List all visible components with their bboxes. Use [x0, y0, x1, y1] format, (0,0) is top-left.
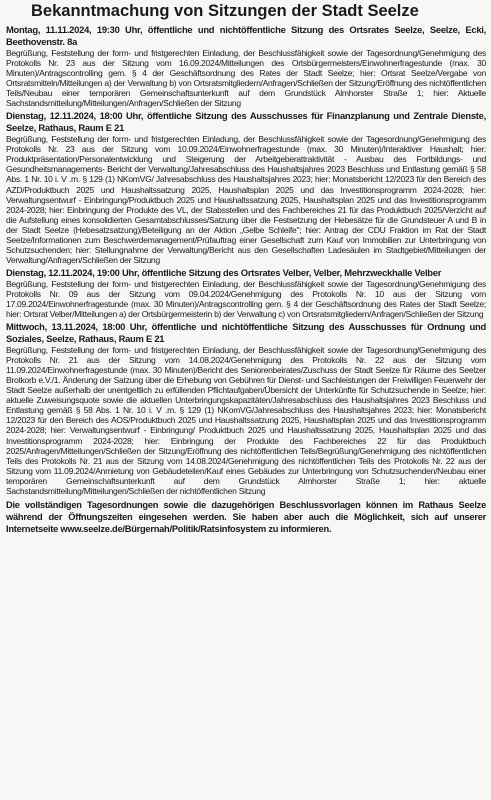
- meeting-entry: [6, 24, 486, 108]
- page-title: Bekanntmachung von Sitzungen der Stadt Seelze: [31, 2, 419, 20]
- meeting-heading: Dienstag, 12.11.2024, 18:00 Uhr, öffentliche Sitzung des Ausschusses für Finanzplanung und Zentrale Dienste, Seelze, Rathaus, Raum E 21: [6, 110, 486, 134]
- footer-note: Die vollständigen Tagesordnungen sowie die dazugehörigen Beschlussvorlagen können im Rathaus Seelze während der Öffnungszeiten eingesehen werden. Sie haben aber auch die Möglichkeit, sich auf unserer Internetseite www.seelze.de/Bürgernah/Politik/Ratsinfosystem zu informieren.: [6, 499, 486, 534]
- meeting-entry: [6, 110, 486, 265]
- meeting-agenda: Begrüßung, Feststellung der form- und fristgerechten Einladung, der Beschlussfähigkeit sowie der Tagesordnung/Genehmigung des Protokolls Nr. 23 aus der Sitzung vom 10.09.2024/Einwohnerfragestunde (max. 30 Minuten)/Interaktiver Haushalt; hier: Produktpräsentation/Personalentwicklung und Steigerung der Arbeitgeberattraktivität - Ausbau des Fortbildungs- und Gesundheitsmanagements- Bericht der Verwaltung/Jahresabschluss des Haushaltsjahres 2023 Beschluss und Entlastung gemäß § 58 Abs. 1 Nr. 10 i. V .m. § 129 (1) NKomVG/ Jahresabschluss des Haushaltsjahres 2023; hier: Monatsbericht 12/2023 für den Bereich des AZD/Produktbuch 2025 und Haushaltssatzung 2025, Haushaltsplan 2025 und das Investitionsprogramm 2024-2028; hier: Verwaltungsentwurf - Einbringung/Produktbuch 2025 und Haushaltssatzung 2025, Haushaltsplan 2025 und das Investitionsprogramm 2024-2028; hier: Einbringung der Produkte des VL, der Stabsstellen und des Fachbereiches 21 für das Produktbuch 2025/Verzicht auf die Aufstellung eines konsolidierten Gesamtabschlusses/Satzung über die Festsetzung der Hebesätze für die Grundsteuer A und B in der Stadt Seelze (Hebesatzsatzung)/Beteiligung an der Aktion „Gelbe Schleife"; hier: Antrag der CDU Fraktion im Rat der Stadt Seelze/Informationen zum Beschwerdemanagement/Prüfauftrag einer Gesellschaft zum Kauf von Immobilien zur Unterbringung von Schutzsuchenden; hier: Stellungnahme der Verwaltung/Bericht aus den Gesellschaften Ladesäulen im Stadtgebiet/Mitteilungen der Verwaltung/Anfragen/Schließen der Sitzung: [6, 134, 486, 265]
- meeting-entry: [6, 321, 486, 496]
- meeting-entry: [6, 267, 486, 319]
- meeting-agenda: Begrüßung, Feststellung der form- und fristgerechten Einladung, der Beschlussfähigkeit sowie der Tagesordnung/Genehmigung des Protokolls Nr. 23 aus der Sitzung vom 16.09.2024/Mitteilungen des Ortsbürgermeisters/Einwohnerfragestunde (max. 30 Minuten)/Antragscontrolling gem. § 4 der Geschäftsordnung des Rates der Stadt Seelze; hier: Ortsrat Seelze/Vergabe von Ortsratsmitteln/Mitteilungen a) der Verwaltung b) von Ortsratsmitgliedern/Anfragen/Schließen der Sitzung/Eröffnung des nichtöffentlichen Teils/Neubau einer temporären Gemeinschaftsunterkunft auf dem Grundstück Almhorster Straße 1; hier: Aktuelle Sachstandsmitteilung/Mitteilungen/Anfragen/Schließen der Sitzung: [6, 48, 486, 109]
- meeting-agenda: Begrüßung, Feststellung der form- und fristgerechten Einladung, der Beschlussfähigkeit sowie der Tagesordnung/Genehmigung des Protokolls Nr. 09 aus der Sitzung vom 09.04.2024/Genehmigung des Protokolls Nr. 10 aus der Sitzung vom 17.09.2024/Einwohnerfragestunde (max. 30 Minuten)/Antragscontrolling gem. § 4 der Geschäftsordnung des Rates der Stadt Seelze; hier: Ortsrat Velber/Mitteilungen a) der Ortsbürgermeisterin b) der Verwaltung c) von Ortsratsmitgliedern/Anfragen/Schließen der Sitzung: [6, 278, 486, 320]
- meeting-heading: Montag, 11.11.2024, 19:30 Uhr, öffentliche und nichtöffentliche Sitzung des Ortsrates Seelze, Seelze, Ecki, Beethovenstr. 8a: [6, 24, 486, 47]
- meeting-agenda: Begrüßung, Feststellung der form- und fristgerechten Einladung, der Beschlussfähigkeit sowie der Tagesordnung/Genehmigung des Protokolls Nr. 21 aus der Sitzung vom 14.08.2024/Genehmigung des Protokolls Nr. 22 aus der Sitzung vom 11.09.2024/Einwohnerfragestunde (max. 30 Minuten)/Bericht des Seniorenbeirates/Zuschuss der Stadt Seelze für Räume des Seelzer Brotkorb e.V./1. Änderung der Satzung über die Erhebung von Gebühren für Dienst- und Sachleistungen der Freiwilligen Feuerwehr der Stadt Seelze außerhalb der unentgeltlich zu erfüllenden Pflichtaufgaben/Übersicht der Unterkünfte für Schutzsuchende in Seelze; hier: aktuelle Zuweisungsquote sowie die aktuellen Unterbringungskapazitäten/Jahresabschluss des Haushaltsjahres 2023 Beschluss und Entlastung gemäß § 58 Abs. 1 Nr. 10 i. V .m. § 129 (1) NKomVG/Jahresabschluss des Haushaltsjahres 2023; hier: Monatsbericht 12/2023 für den Bereich des AOS/Produktbuch 2025 und Haushaltssatzung 2025, Haushaltsplan 2025 und das Investitionsprogramm 2024-2028; hier: Verwaltungsentwurf - Einbringung/ Produktbuch 2025 und Haushaltssatzung 2025, Haushaltsplan 2025 und das Investitionsprogramm 2024-2028; hier: Einbringung der Produkte des Fachbereiches 22 für das Produktbuch 2025/Anfragen/Mitteilungen/Schließen der Sitzung/Eröffnung des nichtöffentlichen Teils/Begrüßung/Genehmigung des nichtöffentlichen Teils des Protokolls Nr. 21 aus der Sitzung vom 14.08.2024/Genehmigung des nichtöffentlichen Teils des Protokolls Nr. 22 aus der Sitzung vom 11.09.2024/Anmietung von Gebäudeteilen/Kauf eines Gebäudes zur Unterbringung von Schutzsuchenden/Neubau einer temporären Gemeinschaftsunterkunft auf dem Grundstück Almhorster Straße 1; hier: aktuelle Sachstandsmitteilung/Mitteilungen/Schließen der nichtöffentlichen Sitzung: [6, 345, 486, 496]
- meeting-heading: Dienstag, 12.11.2024, 19:00 Uhr, öffentliche Sitzung des Ortsrates Velber, Velber, Mehrzweckhalle Velber: [6, 266, 442, 278]
- meeting-heading: Mittwoch, 13.11.2024, 18:00 Uhr, öffentliche und nichtöffentliche Sitzung des Ausschusses für Ordnung und Soziales, Seelze, Rathaus, Raum E 21: [6, 321, 486, 345]
